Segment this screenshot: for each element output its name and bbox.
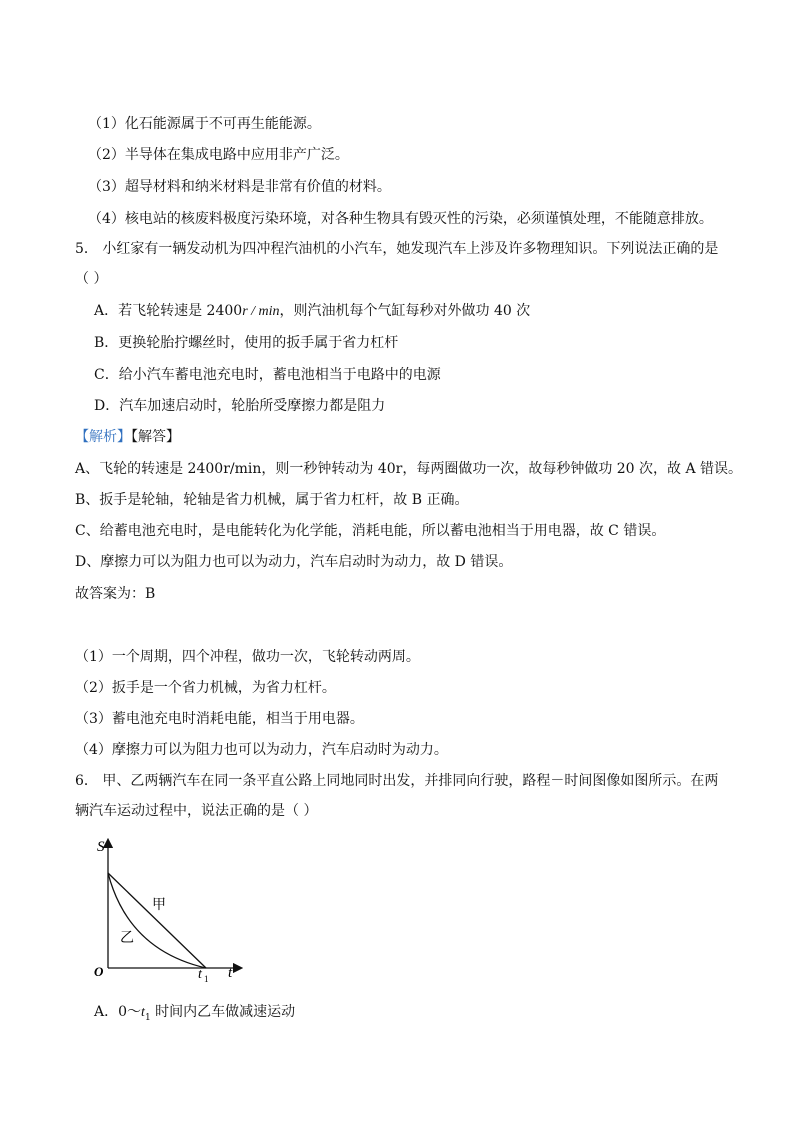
note-line: （3）超导材料和纳米材料是非常有价值的材料。 [88,179,391,195]
label-jia: 甲 [152,898,166,913]
line-jia [108,873,206,968]
question-stem: 6． 甲、乙两辆汽车在同一条平直公路上同地同时出发，并排同向行驶，路程－时间图像如图所示。在两 [75,773,719,789]
option-a-text: A． [94,1004,119,1020]
question-stem: 5． 小红家有一辆发动机为四冲程汽油机的小汽车，她发现汽车上涉及许多物理知识。下列说法正确的是 [75,241,719,257]
analysis-line: D、摩擦力可以为阻力也可以为动力，汽车启动时为动力，故 D 错误。 [75,554,513,570]
distance-time-graph [88,835,248,985]
answer-tag: 【解答】 [131,429,180,445]
option-a [94,1003,295,1027]
analysis-line: C、给蓄电池充电时，是电能转化为化学能，消耗电能，所以蓄电池相当于用电器，故 C 错误。 [75,523,666,539]
option-a [94,302,530,321]
option-c: C．给小汽车蓄电池充电时，蓄电池相当于电路中的电源 [94,367,441,383]
option-a-unit: r / min [242,304,280,319]
x-axis-label: t [228,965,233,981]
note-line: （2）半导体在集成电路中应用非产广泛。 [88,147,349,163]
note-line: （1）一个周期，四个冲程，做功一次，飞轮转动两周。 [75,649,420,665]
t1-label: t [198,967,202,982]
note-line: （4）摩擦力可以为阻力也可以为动力，汽车启动时为动力。 [75,742,448,758]
label-yi: 乙 [120,931,134,946]
option-d: D．汽车加速启动时，轮胎所受摩擦力都是阻力 [94,398,386,414]
analysis-line: B、扳手是轮轴，轮轴是省力机械，属于省力杠杆，故 B 正确。 [75,492,469,508]
note-line: （3）蓄电池充电时消耗电能，相当于用电器。 [75,711,364,727]
option-b: B．更换轮胎拧螺丝时，使用的扳手属于省力杠杆 [94,335,399,351]
question-stem: 辆汽车运动过程中，说法正确的是（ ） [75,803,318,819]
option-a-text: 时间内乙车做减速运动 [150,1004,296,1020]
option-a-text: ，则汽油机每个气缸每秒对外做功 40 次 [279,303,531,319]
question-stem: （ ） [75,271,108,287]
analysis-header [75,428,180,446]
note-line: （2）扳手是一个省力机械，为省力杠杆。 [75,680,336,696]
analysis-tag: 【解析】 [75,429,131,445]
t1-subscript: 1 [204,974,209,984]
answer-line: 故答案为：B [75,586,156,602]
note-line: （1）化石能源属于不可再生能能源。 [88,116,321,132]
analysis-line: A、飞轮的转速是 2400r/min，则一秒钟转动为 40r，每两圈做功一次，故每秒钟做功 20 次，故 A 错误。 [75,461,743,477]
option-a-t: t [141,1005,145,1020]
note-line: （4）核电站的核废料极度污染环境，对各种生物具有毁灭性的污染，必须谨慎处理，不能随意排放。 [88,211,713,227]
y-axis-label: S [97,839,105,855]
option-a-range: 0～ [118,1004,142,1020]
option-a-text: A．若飞轮转速是 2400 [94,303,243,319]
origin-label: O [94,964,104,979]
option-a-subscript: 1 [144,1012,151,1023]
